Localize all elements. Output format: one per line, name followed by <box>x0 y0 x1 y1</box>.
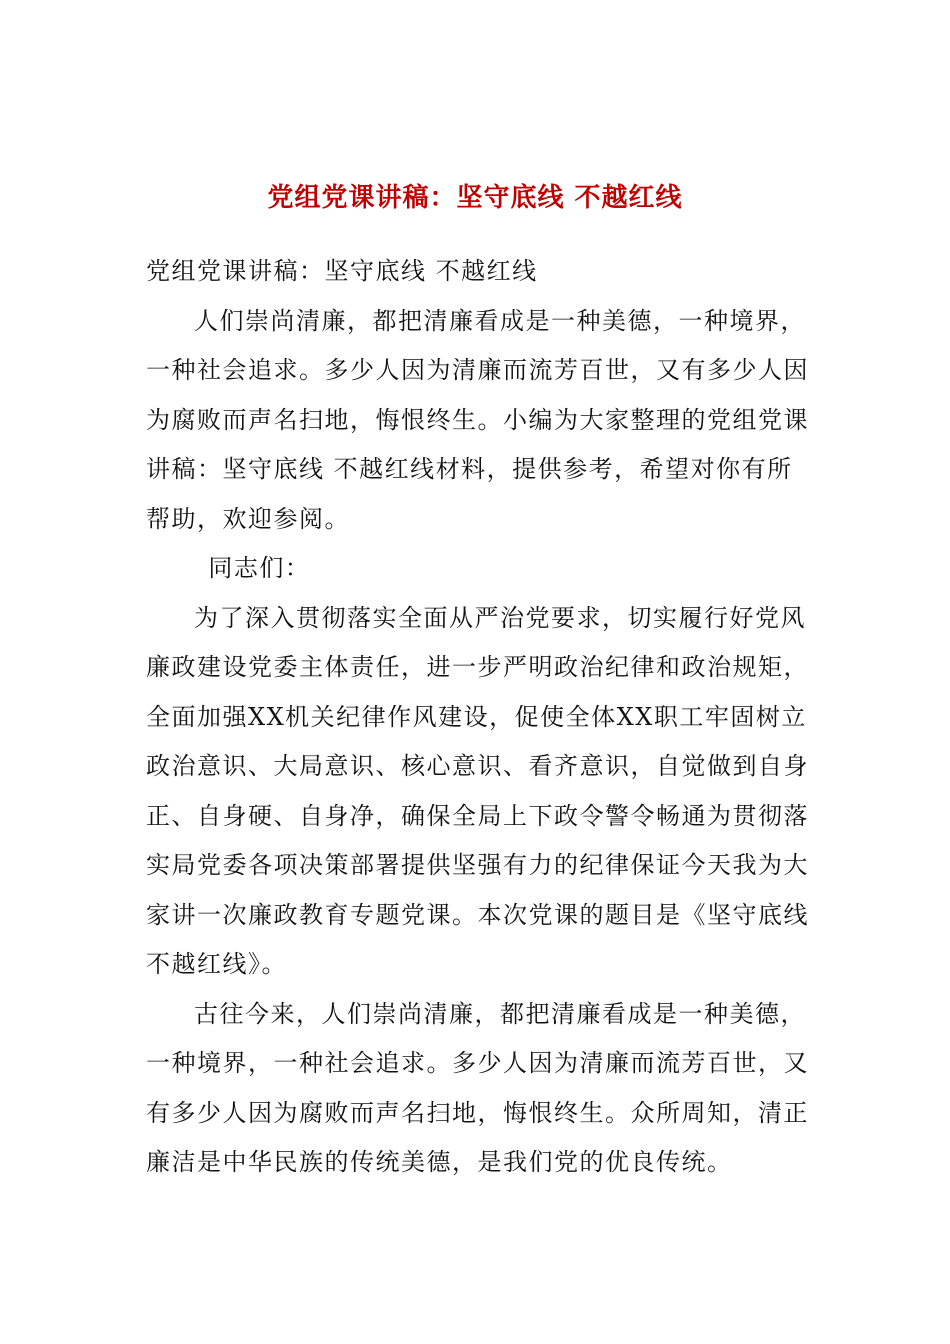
paragraph-purpose: 为了深入贯彻落实全面从严治党要求，切实履行好党风廉政建设党委主体责任，进一步严明政治纪律和政治规矩，全面加强XX机关纪律作风建设，促使全体XX职工牢固树立政治意识、大局意识、核心意识、看齐意识，自觉做到自身正、自身硬、自身净，确保全局上下政令警令畅通为贯彻落实局党委各项决策部署提供坚强有力的纪律保证今天我为大家讲一次廉政教育专题党课。本次党课的题目是《坚守底线 不越红线》。 <box>146 603 809 978</box>
paragraph-greeting: 同志们： <box>208 554 311 582</box>
document-title: 党组党课讲稿：坚守底线 不越红线 <box>267 183 683 213</box>
document-body <box>146 247 816 1188</box>
paragraph-history: 古往今来，人们崇尚清廉，都把清廉看成是一种美德，一种境界，一种社会追求。多少人因为清廉而流芳百世，又有多少人因为腐败而声名扫地，悔恨终生。众所周知，清正廉洁是中华民族的传统美德，是我们党的优良传统。 <box>146 999 809 1176</box>
document-subtitle: 党组党课讲稿：坚守底线 不越红线 <box>146 257 538 285</box>
paragraph-intro: 人们崇尚清廉，都把清廉看成是一种美德，一种境界，一种社会追求。多少人因为清廉而流芳百世，又有多少人因为腐败而声名扫地，悔恨终生。小编为大家整理的党组党课讲稿：坚守底线 不越红线材料，提供参考，希望对你有所帮助，欢迎参阅。 <box>146 306 809 533</box>
